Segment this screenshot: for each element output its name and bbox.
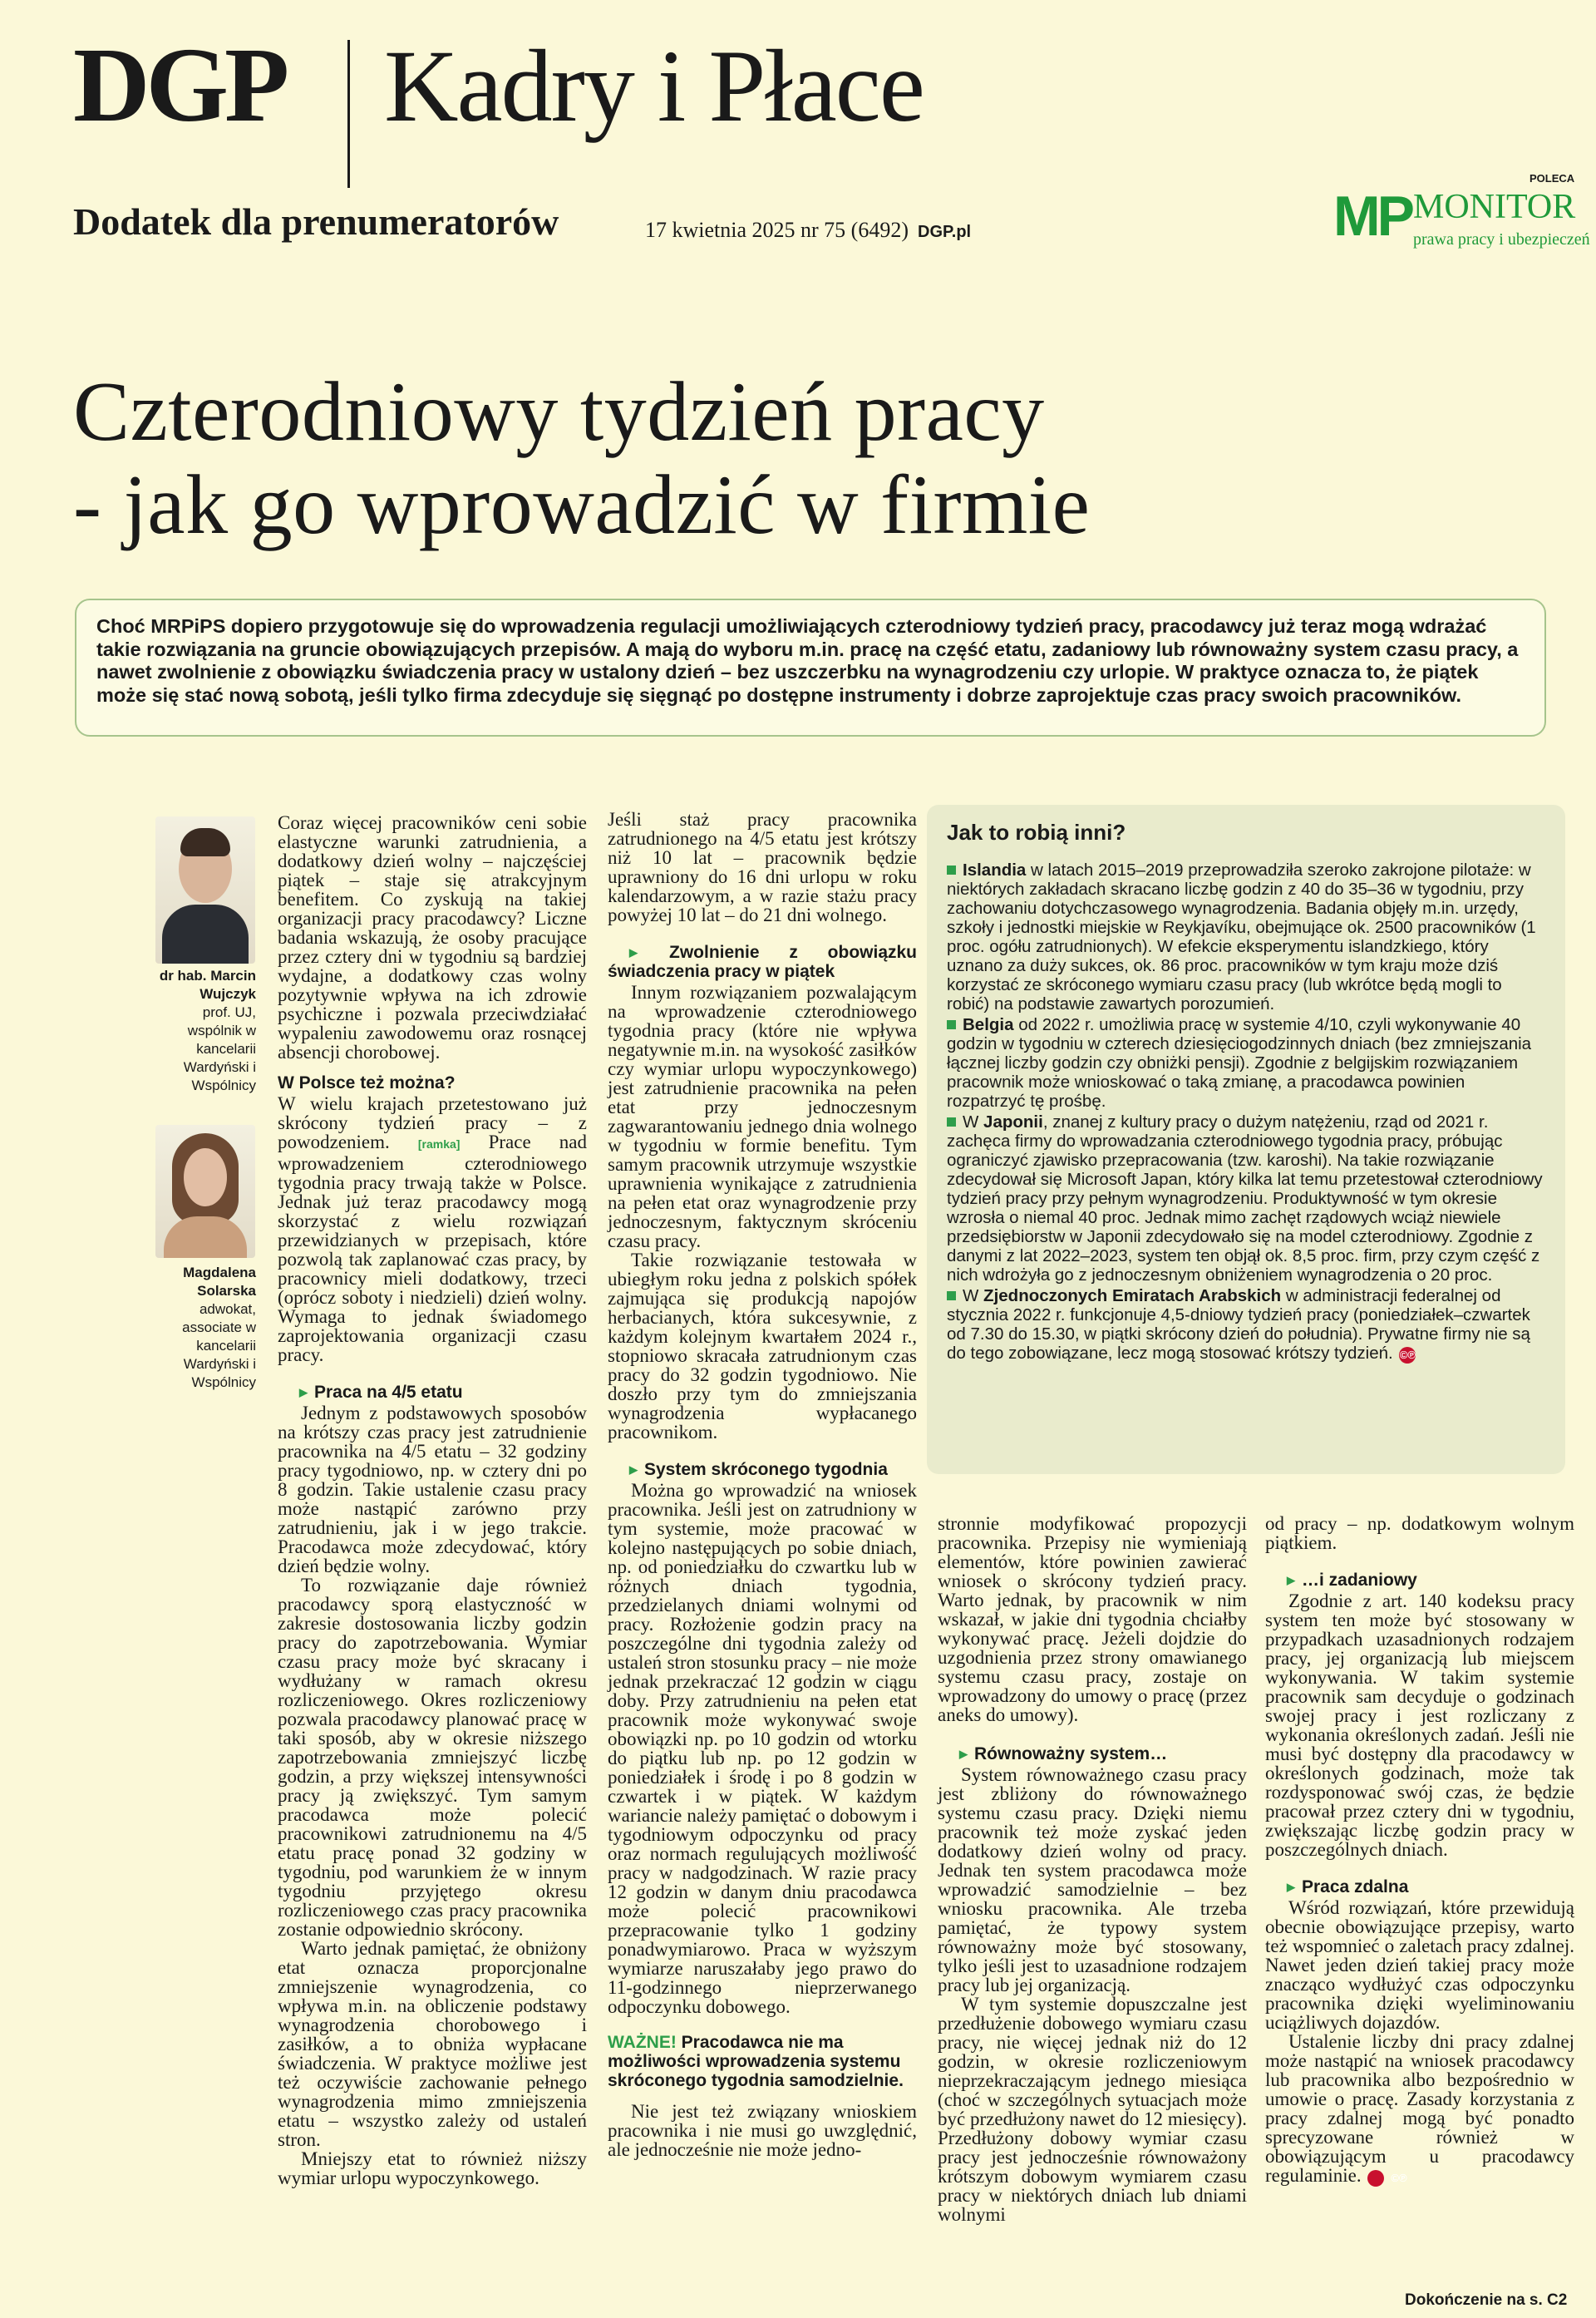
important-note — [608, 2033, 917, 2090]
dgp-logo[interactable]: DGP — [73, 26, 286, 144]
paragraph: od pracy – np. dodatkowym wolnym piątkiem. — [1265, 1513, 1574, 1553]
paragraph: To rozwiązanie daje również pracodawcy sporą elastyczność w zakresie dostosowania liczby godzin pracy do zapotrzebowania. Wymiar czasu pracy może być skracany i wydłużany w ramach okresu rozliczeniowego. Okres rozliczeniowy pozwala pracodawcy planować pracę w taki sposób, aby w okresie niższego zapotrzebowania zmniejszyć liczbę godzin, a przy większej intensywności pracy ją zwiększyć. Tym samym pracodawca może polecić pracownikowi zatrudnionemu na 4/5 etatu pracę ponad 32 godziny w tygodniu, pod warunkiem że w innym tygodniu przyjętego okresu rozliczeniowego czas pracy pracownika zostanie odpowiednio skrócony. — [278, 1575, 587, 1940]
recommends-label: POLECA — [1530, 172, 1575, 185]
paragraph: Wśród rozwiązań, które przewidują obecnie obowiązujące przepisy, warto też wspomnieć o zaletach pracy zdalnej. Nawet jeden dzień takiej pracy może znacząco wydłużyć czas odpoczynku pracownika dzięki wyeliminowaniu uciążliwych dojazdów. — [1265, 1897, 1574, 2033]
copyright-icon: ©℗ — [1399, 1347, 1416, 1364]
paragraph: Coraz więcej pracowników ceni sobie elastyczne warunki zatrudnienia, a dodatkowy dzień wolny – najczęściej piątek – staje się atrakcyjnym benefitem. Co zyskują na takiej organizacji pracy pracodawcy? Liczne badania wskazują, że osoby pracujące przez cztery dni w tygodniu są bardziej wydajne, a dodatkowy czas wolny pozytywnie wpływa na ich zdrowie psychiczne i pozwala przeciwdziałać wypaleniu zawodowemu oraz rosnącej absencji chorobowej. — [278, 812, 587, 1063]
paragraph: Można go wprowadzić na wniosek pracownika. Jeśli jest on zatrudniony w tym systemie, może pracować w kolejno następujących po sobie dniach, np. od poniedziałku do czwartku lub w różnych dniach tygodnia, przedzielanych dniami wolnymi od pracy. Rozłożenie godzin pracy na poszczególne dni tygodnia zależy od ustaleń stron stosunku pracy – nie może jednak przekraczać 12 godzin w ciągu doby. Przy zatrudnieniu na pełen etat pracownik może wykonywać swoje obowiązki np. po 10 godzin od wtorku do piątku lub np. po 12 godzin w poniedziałek i środę i po 8 godzin w czwartek i w piątek. W każdym wariancie należy pamiętać o dobowym i tygodniowym odpoczynku od pracy oraz normach regulujących możliwość pracy w nadgodzinach. W razie pracy 12 godzin w danym dniu pracodawca może polecić pracownikowi przepracowanie tylko 1 godziny ponadwymiarowo. Praca w wyższym wymiarze naruszałaby jego prawo do 11-godzinnego nieprzerwanego odpoczynku dobowego. — [608, 1480, 917, 2017]
paragraph: Ustalenie liczby dni pracy zdalnej może nastąpić na wniosek pracodawcy lub pracownika albo bezpośrednio w umowie o pracę. Zasady korzystania z pracy zdalnej mogą być ponadto sprecyzowane również w obowiązującym u pracodawcy regulaminie. ©℗ — [1265, 2031, 1574, 2186]
subheading: ▶ Zwolnienie z obowiązku świadczenia pracy w piątek — [608, 943, 917, 981]
subheading: ▶ …i zadaniowy — [1265, 1571, 1574, 1590]
monitor-logo-mark: MP — [1333, 185, 1411, 248]
author-photo-wujczyk — [155, 816, 255, 964]
author-wujczyk — [158, 967, 256, 1095]
author-solarska — [158, 1264, 256, 1392]
paragraph: W tym systemie dopuszczalne jest przedłużenie dobowego wymiaru czasu pracy, nie więcej jednak niż do 12 godzin, w okresie rozliczeniowym nieprzekraczającym jednego miesiąca (choć w szczególnych sytuacjach może być przedłużony nawet do 12 miesięcy). Przedłużony dobowy wymiar czasu pracy jest jednocześnie równoważony krótszym dobowym wymiarem czasu pracy w niektórych dniach lub dniami wolnymi — [938, 1994, 1247, 2225]
section-title: Kadry i Płace — [384, 29, 924, 143]
author-role: prof. UJ, wspólnik w kancelarii Wardyński i Wspólnicy — [183, 1004, 256, 1093]
paragraph: Takie rozwiązanie testowała w ubiegłym roku jedna z polskich spółek zajmująca się produkcją napojów herbacianych, która sukcesywnie, z każdym kolejnym kwartałem 2024 r., stopniowo skracała zatrudnionym czas pracy do 32 godzin tygodniowo. Nie doszło przy tym do zmniejszania wynagrodzenia wypłacanego pracownikom. — [608, 1250, 917, 1443]
site-link[interactable]: DGP.pl — [918, 223, 972, 241]
paragraph: stronnie modyfikować propozycji pracownika. Przepisy nie wymieniają elementów, które powinien zawierać wniosek o skrócony tydzień pracy. Warto jednak, by pracownik w nim wskazał, w jakie dni tygodnia chciałby wykonywać pracę. Jeżeli dojdzie do uzgodnienia przez strony omawianego systemu czasu pracy, zostaje on wprowadzony do umowy o pracę (przez aneks do umowy). — [938, 1513, 1247, 1725]
sidebox-item-belgium: Belgia od 2022 r. umożliwia pracę w systemie 4/10, czyli wykonywanie 40 godzin w tygodniu w czterech dziesięciogodzinnych dniach (bez zmniejszania łącznej liczby godzin czy obniżki pensji). Zgodnie z belgijskim rozwiązaniem pracownik może wnioskować o taką zmianę, a pracodawca powinien rozpatrzyć tę prośbę. — [947, 1015, 1545, 1111]
sidebox-other-countries — [927, 805, 1565, 1474]
sidebox-title: Jak to robią inni? — [947, 820, 1126, 845]
paragraph: Innym rozwiązaniem pozwalającym na wprowadzenie czterodniowego tygodnia pracy (które nie wpływa negatywnie m.in. na wysokość zasiłków czy wymiar urlopu wypoczynkowego) jest zatrudnienie pracownika na pełen etat przy jednoczesnym zagwarantowaniu jednego dnia wolnego w tygodniu w formie benefitu. Tym samym pracownik utrzymuje wszystkie uprawnienia wynikające z zatrudnienia na pełen etat oraz wynagrodzenie przy jednoczesnym, faktycznym skróceniu czasu pracy. — [608, 982, 917, 1251]
subheading: ▶ Praca na 4/5 etatu — [278, 1383, 587, 1402]
article-column-4 — [1265, 1514, 1574, 2187]
subheading: ▶ System skróconego tygodnia — [608, 1460, 917, 1479]
headline-line-1: Czterodniowy tydzień pracy — [73, 365, 1045, 459]
author-role: adwokat, associate w kancelarii Wardyński i Wspólnicy — [182, 1301, 256, 1390]
important-text: Pracodawca nie ma możliwości wprowadzenia systemu skróconego tygodnia samodzielnie. — [608, 2033, 904, 2090]
supplement-subtitle: Dodatek dla prenumeratorów — [73, 200, 559, 243]
monitor-logo-name: MONITOR — [1413, 188, 1576, 226]
paragraph: Warto jednak pamiętać, że obniżony etat oznacza proporcjonalne zmniejszenie wynagrodzenia, co wpływa m.in. na obliczenie podstawy wynagrodzenia chorobowego i zasiłków, a to obniża wypłacane świadczenia. W praktyce możliwe jest też oczywiście zachowanie pełnego wynagrodzenia mimo zmniejszenia etatu – wszystko zależy od ustaleń stron. — [278, 1938, 587, 2150]
article-column-3 — [938, 1514, 1247, 2224]
paragraph: Jeśli staż pracy pracownika zatrudnionego na 4/5 etatu jest krótszy niż 10 lat – pracownik będzie uprawniony do 16 dni urlopu w roku kalendarzowym, a w razie stażu pracy powyżej 10 lat – do 21 dni wolnego. — [608, 809, 917, 925]
article-lead: Choć MRPiPS dopiero przygotowuje się do wprowadzenia regulacji umożliwiających czterodniowy tydzień pracy, pracodawcy już teraz mogą wdrażać takie rozwiązania na gruncie obowiązujących przepisów. A mają do wyboru m.in. pracę na część etatu, zadaniowy lub równoważny system czasu pracy, a nawet zwolnienie z obowiązku świadczenia pracy w ustalony dzień – bez uszczerbku na wynagrodzeniu czy urlopie. W praktyce oznacza to, że piątek może się stać nową sobotą, jeśli tylko firma zdecyduje się sięgnąć po dostępne instrumenty i dobrze zaprojektuje czas pracy swoich pracowników. — [75, 599, 1546, 737]
paragraph: W wielu krajach przetestowano już skrócony tydzień pracy – z powodzeniem. [ramka] Prace nad wprowadzeniem czterodniowego tygodnia pracy trwają także w Polsce. Jednak już teraz pracodawcy mogą skorzystać z wielu rozwiązań przewidzianych w przepisach, które pozwolą tak zaplanować czas pracy, by pracownicy mieli dodatkowy, trzeci (oprócz soboty i niedzieli) dzień wolny. Wymaga to jednak świadomego zaprojektowania organizacji czasu pracy. — [278, 1093, 588, 1365]
subheading: ▶ Równoważny system… — [938, 1744, 1247, 1763]
issue-dateline: 17 kwietnia 2025 nr 75 (6492) — [645, 218, 909, 242]
paragraph: System równoważnego czasu pracy jest zbliżony do równoważnego systemu czasu pracy. Dzięki niemu pracownik też może zyskać jeden dodatkowy dzień wolny od pracy. Jednak ten system pracodawca może wprowadzić samodzielnie – bez wniosku pracownika. Ale trzeba pamiętać, że typowy system równoważny może być stosowany, tylko jeśli jest to uzasadnione rodzajem pracy lub jej organizacją. — [938, 1764, 1247, 1995]
sidebox-item-uae: W Zjednoczonych Emiratach Arabskich w administracji federalnej od stycznia 2022 r. funkcjonuje 4,5-dniowy tydzień pracy (poniedziałek–czwartek od 7.30 do 15.30, w piątki skrócony dzień do południa). Prywatne firmy nie są do tego zobowiązane, lecz mogą stosować krótszy tydzień. ©℗ — [947, 1286, 1545, 1364]
masthead-divider — [347, 40, 350, 188]
copyright-icon: ©℗ — [1367, 2170, 1384, 2187]
paragraph: Nie jest też związany wnioskiem pracownika i nie musi go uwzględnić, ale jednocześnie nie może jedno- — [608, 2101, 917, 2160]
article-column-2 — [608, 810, 917, 2159]
paragraph: Jednym z podstawowych sposobów na krótszy czas pracy jest zatrudnienie pracownika na 4/5 etatu – 32 godziny pracy tygodniowo, np. w cztery dni po 8 godzin. Takie ustalenie czasu pracy może nastąpić zarówno przy zatrudnieniu, jak i w jego trakcie. Pracodawca może zdecydować, który dzień będzie wolny. — [278, 1403, 587, 1576]
sidebox-item-iceland: Islandia w latach 2015–2019 przeprowadziła szeroko zakrojone pilotaże: w niektórych zakładach skracano liczbę godzin z 40 do 35–36 w tygodniu, przy zachowaniu dotychczasowego wynagrodzenia. Badania objęły m.in. urzędy, szkoły i jednostki miejskie w Reykjavíku, obejmujące ok. 2500 pracowników (1 proc. ogółu zatrudnionych). W efekcie eksperymentu islandzkiego, który uznano za duży sukces, ok. 86 proc. pracowników w tym kraju może dziś korzystać ze skróconego wymiaru czasu pracy (lub wkrótce będą mogli to robić) na podstawie zawartych porozumień. — [947, 861, 1545, 1014]
author-name: Magdalena Solarska — [183, 1265, 256, 1299]
headline-line-2: - jak go wprowadzić w firmie — [73, 458, 1091, 552]
important-label: WAŻNE! — [608, 2033, 677, 2052]
subheading: W Polsce też można? — [278, 1073, 456, 1092]
paragraph: Mniejszy etat to również niższy wymiar urlopu wypoczynkowego. — [278, 2148, 587, 2188]
subheading: ▶ Praca zdalna — [1265, 1877, 1574, 1896]
paragraph: Zgodnie z art. 140 kodeksu pracy system ten może być stosowany w przypadkach uzasadnionych rodzajem pracy, jej organizacją lub miejscem wykonywania. W takim systemie pracownik sam decyduje o godzinach swojej pracy i jest rozliczany z wykonania określonych zadań. Jeśli nie musi być dostępny dla pracodawcy w określonych godzinach, może tak rozdysponować swój czas, że będzie pracował przez cztery dni w tygodniu, zwiększając liczbę godzin pracy w poszczególnych dniach. — [1265, 1591, 1574, 1860]
author-name: dr hab. Marcin Wujczyk — [159, 968, 256, 1002]
box-reference: [ramka] — [417, 1137, 461, 1151]
author-photo-solarska — [155, 1125, 255, 1258]
article-column-1 — [278, 813, 587, 2187]
monitor-tagline: prawa pracy i ubezpieczeń — [1413, 230, 1590, 249]
sidebox-item-japan: W Japonii, znanej z kultury pracy o dużym natężeniu, rząd od 2021 r. zachęca firmy do wprowadzania czterodniowego tygodnia pracy, próbując ograniczyć zjawisko przepracowania (tzw. karoshi). Na takie rozwiązanie zdecydował się Microsoft Japan, który kilka lat temu przetestował czterodniowy tydzień pracy przy pełnym wynagrodzeniu. Produktywność w tym okresie wzrosła o niemal 40 proc. Jednak mimo zachęt rządowych wciąż niewiele przedsiębiorstw w Japonii zdecydowało się na model czterodniowy. Zgodnie z danymi z lat 2022–2023, system ten objął ok. 8,5 proc. firm, przy czym część z nich wdrożyła go z jednoczesnym obniżeniem wynagrodzenia o 20 proc. — [947, 1112, 1545, 1285]
continued-note[interactable]: Dokończenie na s. C2 — [1405, 2291, 1568, 2309]
article-headline — [73, 366, 1536, 552]
